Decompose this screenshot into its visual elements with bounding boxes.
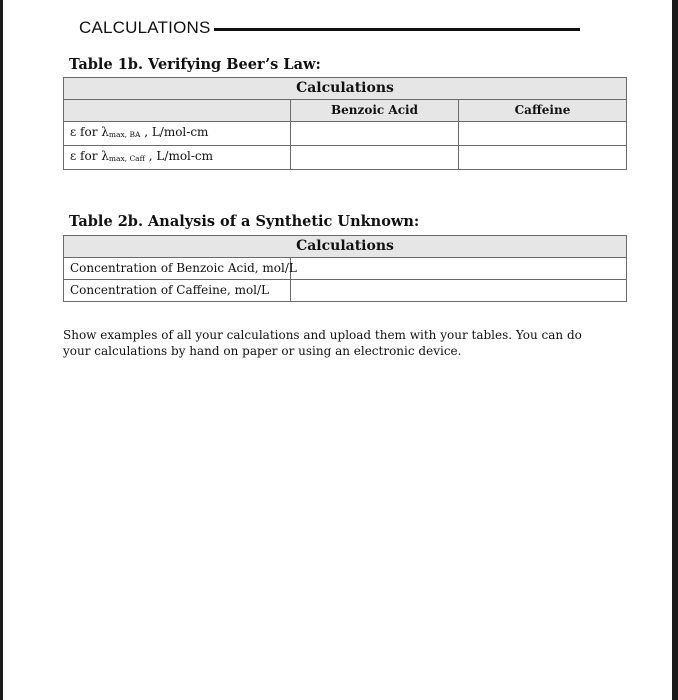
cell-epsilon-ba-caffeine[interactable] xyxy=(459,122,627,146)
cell-epsilon-caff-benzoic[interactable] xyxy=(291,146,459,170)
cell-conc-benzoic[interactable] xyxy=(291,258,627,280)
row-label-conc-caffeine: Concentration of Caffeine, mol/L xyxy=(64,280,291,302)
row-label-epsilon-ba: ε for $\lambda_{max, BA}$ , L/mol-cm xyxy=(64,122,291,146)
table1-caption: Table 1b. Verifying Beer’s Law: xyxy=(69,56,321,73)
page-edge-right xyxy=(672,0,678,700)
synthetic-unknown-table xyxy=(63,235,627,302)
table1-corner-cell xyxy=(64,100,291,122)
cell-epsilon-caff-caffeine[interactable] xyxy=(459,146,627,170)
table2-caption: Table 2b. Analysis of a Synthetic Unknown: xyxy=(69,213,420,230)
section-rule xyxy=(214,28,580,31)
cell-epsilon-ba-benzoic[interactable] xyxy=(291,122,459,146)
column-header-caffeine: Caffeine xyxy=(459,100,627,122)
page-edge-left xyxy=(0,0,3,700)
table-row xyxy=(64,146,627,170)
row-label-epsilon-caff: ε for $\lambda_{max, Caff}$ , L/mol-cm xyxy=(64,146,291,170)
beers-law-table xyxy=(63,77,627,170)
section-heading xyxy=(79,18,211,38)
cell-conc-caffeine[interactable] xyxy=(291,280,627,302)
column-header-benzoic-acid: Benzoic Acid xyxy=(291,100,459,122)
table-row xyxy=(64,258,627,280)
table2-header: Calculations xyxy=(64,236,627,258)
instructions-text: Show examples of all your calculations and upload them with your tables. You can do your calculations by hand on paper or using an electronic device. xyxy=(63,328,582,358)
row-label-conc-benzoic: Concentration of Benzoic Acid, mol/L xyxy=(64,258,291,280)
table-row xyxy=(64,122,627,146)
table1-header: Calculations xyxy=(64,78,627,100)
table-row xyxy=(64,280,627,302)
section-title: CALCULATIONS xyxy=(79,18,211,37)
